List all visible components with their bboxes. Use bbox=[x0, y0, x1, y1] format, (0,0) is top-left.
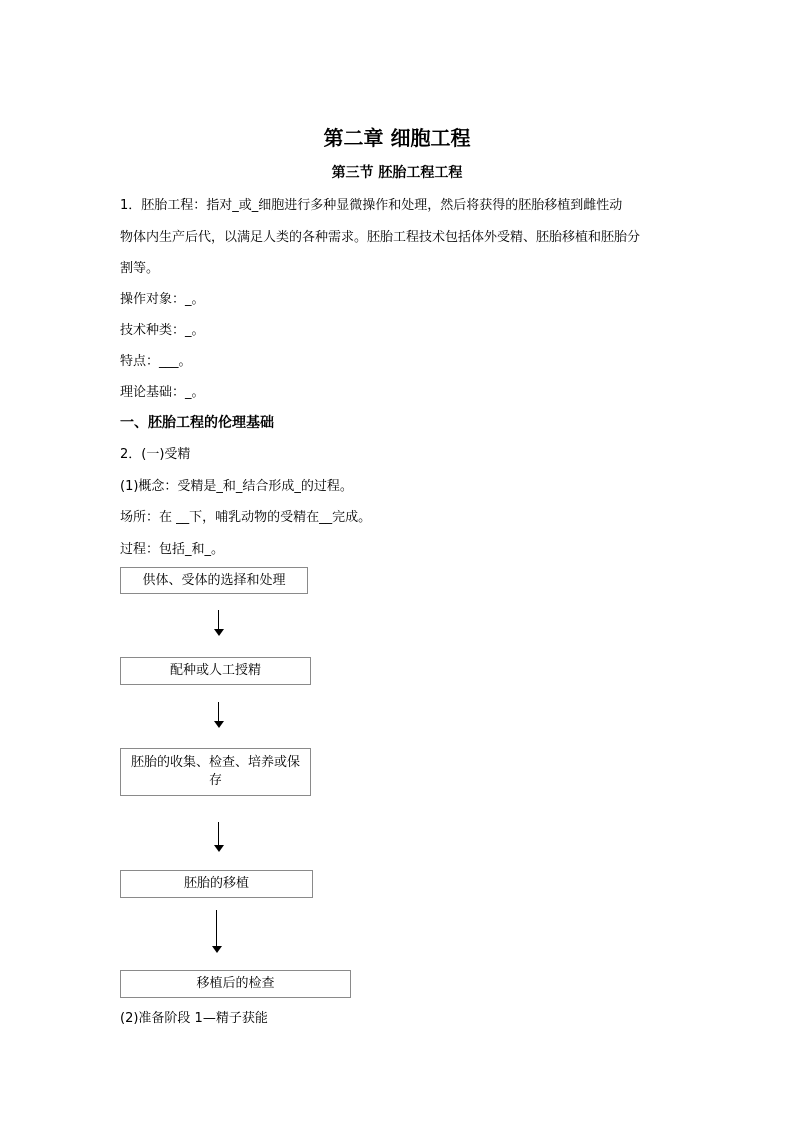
paragraph-line: 割等。 bbox=[120, 261, 160, 276]
section-subheading: 一、胚胎工程的伦理基础 bbox=[120, 415, 274, 431]
location-line: 场所：在 __下，哺乳动物的受精在__完成。 bbox=[120, 510, 372, 525]
theory-basis-line: 理论基础：_。 bbox=[120, 385, 205, 400]
paragraph-line: 物体内生产后代，以满足人类的各种需求。胚胎工程技术包括体外受精、胚胎移植和胚胎分 bbox=[120, 230, 641, 245]
section-title: 第三节 胚胎工程工程 bbox=[331, 165, 463, 181]
flow-step-1: 供体、受体的选择和处理 bbox=[120, 567, 308, 594]
preparation-stage-line: (2)准备阶段 1—精子获能 bbox=[120, 1011, 268, 1026]
flow-arrow-3 bbox=[214, 822, 224, 852]
flow-step-4: 胚胎的移植 bbox=[120, 870, 313, 898]
features-line: 特点：___。 bbox=[120, 354, 192, 369]
flow-step-3: 胚胎的收集、检查、培养或保存 bbox=[120, 748, 311, 796]
fertilization-heading: 2．(一)受精 bbox=[120, 447, 191, 462]
flow-step-5: 移植后的检查 bbox=[120, 970, 351, 998]
paragraph-line: 1．胚胎工程：指对_或_细胞进行多种显微操作和处理，然后将获得的胚胎移植到雌性动 bbox=[120, 198, 623, 213]
concept-line: (1)概念：受精是_和_结合形成_的过程。 bbox=[120, 479, 353, 494]
operation-object-line: 操作对象：_。 bbox=[120, 292, 205, 307]
flow-arrow-2 bbox=[214, 702, 224, 728]
flow-arrow-1 bbox=[214, 610, 224, 636]
flow-step-2: 配种或人工授精 bbox=[120, 657, 311, 685]
process-line: 过程：包括_和_。 bbox=[120, 542, 225, 557]
technique-types-line: 技术种类：_。 bbox=[120, 323, 205, 338]
flow-arrow-4 bbox=[212, 910, 222, 953]
chapter-title: 第二章 细胞工程 bbox=[323, 126, 471, 150]
